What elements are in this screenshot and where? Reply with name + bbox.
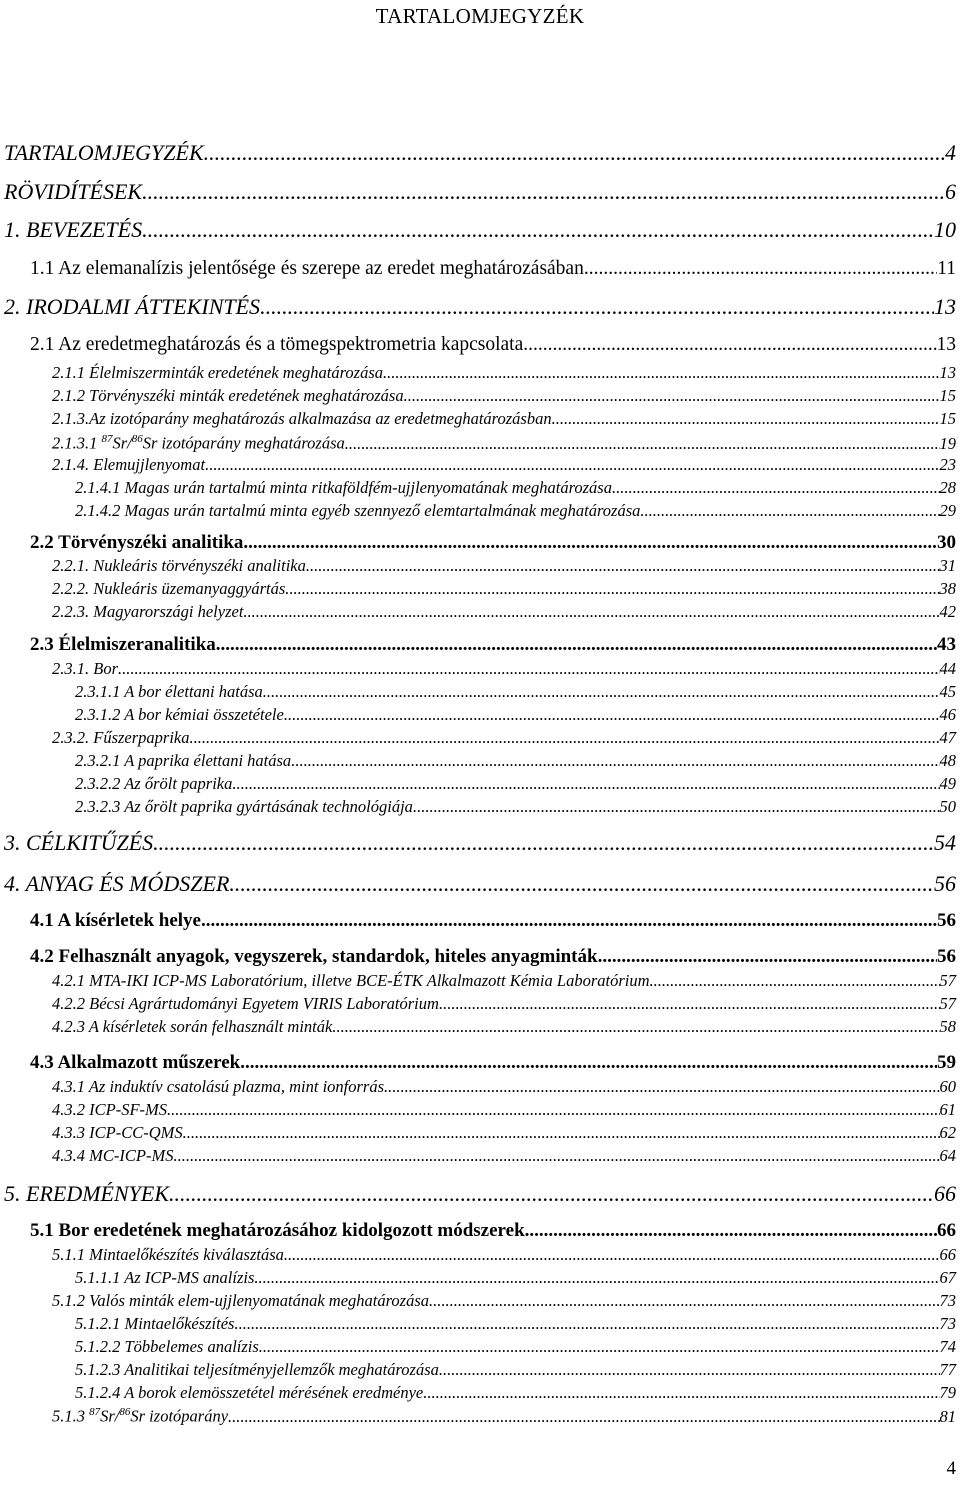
toc-entry-title: 5. EREDMÉNYEK (4, 1181, 169, 1206)
document-heading: TARTALOMJEGYZÉK (375, 4, 585, 28)
toc-entry-page: 60 (939, 1077, 956, 1096)
toc-entry-title-suffix: Sr izotóparány (130, 1406, 229, 1426)
toc-entry-title: 4.2.1 MTA-IKI ICP-MS Laboratórium, illetve BCE-ÉTK Alkalmazott Kémia Laboratórium (52, 971, 650, 990)
toc-leader (332, 1018, 939, 1037)
toc-entry[interactable] (4, 871, 956, 896)
toc-leader (404, 387, 940, 406)
toc-entry-title: 4.2.3 A kísérletek során felhasznált minták (52, 1017, 333, 1036)
toc-entry-title: 4.3.4 MC-ICP-MS (52, 1146, 174, 1165)
toc-entry-title: 2.3.2. Fűszerpaprika (52, 728, 190, 747)
toc-entry[interactable] (52, 1078, 956, 1097)
toc-entry[interactable] (52, 557, 956, 576)
toc-entry-page: 57 (939, 971, 956, 990)
toc-entry-title: 2.3.1.1 A bor élettani hatása (75, 682, 263, 701)
toc-entry-page: 56 (934, 871, 956, 896)
toc-entry-page: 66 (939, 1245, 956, 1264)
toc-entry-page: 67 (939, 1268, 956, 1287)
toc-leader (429, 1292, 939, 1311)
toc-entry[interactable] (52, 1147, 956, 1166)
toc-entry-title: 4.2.2 Bécsi Agrártudományi Egyetem VIRIS Laboratórium (52, 994, 439, 1013)
toc-entry[interactable] (75, 1361, 956, 1380)
toc-leader (439, 1361, 940, 1380)
toc-entry[interactable] (4, 217, 956, 242)
toc-entry-title: 2.3 Élelmiszeranalitika (30, 634, 216, 655)
toc-leader (345, 435, 940, 454)
toc-leader (640, 502, 939, 521)
toc-entry[interactable] (75, 1315, 956, 1334)
toc-entry-page: 66 (934, 1181, 956, 1206)
toc-entry-title: 2.2.3. Magyarországi helyzet (52, 602, 244, 621)
toc-entry[interactable] (52, 387, 956, 406)
toc-entry-title: 5.1.1.1 Az ICP-MS analízis (75, 1268, 255, 1287)
toc-entry-title: 2.2.1. Nukleáris törvényszéki analitika (52, 556, 306, 575)
toc-entry-title-suffix: Sr izotóparány meghatározása (142, 433, 345, 453)
toc-entry-title: 2.1.1 Élelmiszerminták eredetének meghatározása (52, 363, 383, 382)
toc-entry-title: 5.1.2.3 Analitikai teljesítményjellemzők meghatározása (75, 1360, 439, 1379)
toc-leader (232, 775, 939, 794)
toc-leader (598, 946, 937, 968)
toc-entry[interactable] (75, 1269, 956, 1288)
toc-entry[interactable] (52, 729, 956, 748)
toc-entry[interactable] (52, 364, 956, 383)
toc-entry[interactable] (52, 410, 956, 429)
toc-entry-page: 19 (939, 433, 956, 453)
toc-entry[interactable] (75, 798, 956, 817)
toc-entry[interactable] (30, 634, 956, 656)
toc-entry[interactable] (52, 1018, 956, 1037)
toc-entry-page: 28 (939, 478, 956, 497)
toc-entry-page: 15 (939, 386, 956, 405)
toc-entry[interactable] (30, 334, 956, 356)
toc-leader (183, 1124, 940, 1143)
toc-entry-page: 13 (934, 294, 956, 319)
toc-entry-title: 2.2 Törvényszéki analitika (30, 532, 244, 553)
toc-entry-title: 5.1 Bor eredetének meghatározásához kidolgozott módszerek (30, 1220, 525, 1241)
isotope-superscript: 86 (119, 1406, 131, 1418)
toc-entry[interactable] (4, 830, 956, 855)
toc-entry[interactable] (52, 456, 956, 475)
toc-entry[interactable] (75, 752, 956, 771)
toc-entry-title: 2.3.2.3 Az őrölt paprika gyártásának technológiája (75, 797, 413, 816)
toc-entry[interactable] (4, 1181, 956, 1206)
toc-entry[interactable] (30, 1052, 956, 1074)
toc-entry-title: TARTALOMJEGYZÉK (4, 140, 204, 165)
toc-leader (423, 1384, 939, 1403)
toc-entry[interactable] (52, 660, 956, 679)
toc-leader (153, 830, 934, 855)
toc-entry-title: 4.3.3 ICP-CC-QMS (52, 1123, 183, 1142)
page-number: 4 (946, 1458, 956, 1479)
toc-entry-title: 4.3 Alkalmazott műszerek (30, 1052, 241, 1073)
toc-entry-page: 73 (939, 1314, 956, 1333)
toc-entry-title-prefix: 2.1.3.1 (52, 433, 102, 453)
toc-entry-title: 5.1.2 Valós minták elem-ujjlenyomatának meghatározása (52, 1291, 430, 1310)
toc-leader (204, 140, 945, 165)
toc-leader (228, 1408, 939, 1427)
toc-entry-page: 13 (939, 363, 956, 382)
toc-entry[interactable] (75, 1384, 956, 1403)
toc-entry[interactable] (75, 502, 956, 521)
toc-leader (234, 1315, 939, 1334)
toc-entry-page: 56 (937, 946, 956, 967)
toc-entry-page: 29 (939, 501, 956, 520)
toc-entry-page: 79 (939, 1383, 956, 1402)
toc-leader (229, 871, 934, 896)
toc-entry[interactable] (52, 995, 956, 1014)
toc-entry-title: 2.1.4. Elemujjlenyomat (52, 455, 206, 474)
toc-entry-title: 2.3.2.1 A paprika élettani hatása (75, 751, 292, 770)
toc-entry-page: 77 (939, 1360, 956, 1379)
toc-entry[interactable] (52, 1101, 956, 1120)
toc-entry[interactable] (52, 972, 956, 991)
toc-entry-page: 81 (939, 1406, 956, 1426)
toc-leader (525, 1220, 937, 1242)
toc-entry-page: 31 (939, 556, 956, 575)
toc-leader (201, 910, 937, 932)
toc-leader (612, 479, 940, 498)
toc-leader (173, 1147, 939, 1166)
toc-entry-title: 5.1.2.2 Többelemes analízis (75, 1337, 259, 1356)
toc-entry-page: 46 (939, 705, 956, 724)
toc-entry-title: 1. BEVEZETÉS (4, 217, 143, 242)
toc-entry-page: 61 (939, 1100, 956, 1119)
toc-entry-title: 2.1.2 Törvényszéki minták eredetének meghatározása (52, 386, 404, 405)
isotope-superscript: 86 (131, 433, 143, 445)
toc-entry-page: 50 (939, 797, 956, 816)
toc-entry[interactable] (52, 1246, 956, 1265)
toc-entry-title-mid: Sr/ (112, 433, 132, 453)
toc-entry-page: 30 (937, 532, 956, 553)
toc-entry-title: 2.1.3.Az izotóparány meghatározás alkalmazása az eredetmeghatározásban (52, 409, 552, 428)
toc-entry-title: 5.1.2.4 A borok elemösszetétel mérésének eredménye (75, 1383, 424, 1402)
toc-entry[interactable] (30, 1220, 956, 1242)
toc-entry-page: 10 (934, 217, 956, 242)
toc-entry-page: 54 (934, 830, 956, 855)
toc-leader (243, 603, 939, 622)
toc-leader (383, 364, 940, 383)
toc-entry-page: 45 (939, 682, 956, 701)
toc-entry-title: 5.1.1 Mintaelőkészítés kiválasztása (52, 1245, 284, 1264)
toc-entry-page: 13 (936, 334, 956, 355)
isotope-superscript: 87 (101, 433, 113, 445)
toc-leader (291, 752, 939, 771)
toc-leader (523, 334, 936, 356)
toc-leader (254, 1269, 939, 1288)
toc-entry-title: 4.3.1 Az induktív csatolású plazma, mint ionforrás (52, 1077, 384, 1096)
toc-entry-page: 57 (939, 994, 956, 1013)
toc-leader (142, 179, 945, 204)
toc-entry-title: 2.2.2. Nukleáris üzemanyaggyártás (52, 579, 286, 598)
toc-entry-title: 2. IRODALMI ÁTTEKINTÉS (4, 294, 261, 319)
toc-leader (439, 995, 940, 1014)
toc-entry-title: 2.1.4.1 Magas urán tartalmú minta ritkaföldfém-ujjlenyomatának meghatározása (75, 478, 612, 497)
toc-entry[interactable] (52, 1124, 956, 1143)
toc-entry[interactable] (4, 140, 956, 165)
toc-leader (205, 456, 939, 475)
toc-entry-page: 73 (939, 1291, 956, 1310)
toc-entry-title (52, 1406, 228, 1426)
toc-entry-page: 15 (939, 409, 956, 428)
toc-entry[interactable] (30, 532, 956, 554)
toc-entry-page: 38 (939, 579, 956, 598)
toc-entry-page: 49 (939, 774, 956, 793)
toc-leader (260, 294, 934, 319)
toc-entry-title: 4. ANYAG ÉS MÓDSZER (4, 871, 230, 896)
toc-entry-page: 64 (939, 1146, 956, 1165)
toc-entry-title: 2.3.1.2 A bor kémiai összetétele (75, 705, 284, 724)
toc-entry-page: 6 (945, 179, 956, 204)
toc-leader (169, 1181, 934, 1206)
toc-entry[interactable] (4, 294, 956, 319)
toc-entry-page: 58 (939, 1017, 956, 1036)
toc-entry-title: RÖVIDÍTÉSEK (4, 179, 143, 204)
toc-leader (240, 1052, 937, 1074)
toc-leader (584, 258, 937, 280)
toc-entry-title-mid: Sr/ (100, 1406, 120, 1426)
toc-entry-title: 5.1.2.1 Mintaelőkészítés (75, 1314, 235, 1333)
toc-leader (259, 1338, 940, 1357)
toc-entry[interactable] (52, 433, 956, 453)
toc-entry-page: 48 (939, 751, 956, 770)
toc-entry-title: 1.1 Az elemanalízis jelentősége és szerepe az eredet meghatározásában (30, 258, 584, 279)
toc-entry[interactable] (4, 179, 956, 204)
toc-leader (306, 557, 940, 576)
toc-entry-page: 74 (939, 1337, 956, 1356)
toc-entry[interactable] (52, 1292, 956, 1311)
toc-entry-page: 56 (937, 910, 956, 931)
toc-entry[interactable] (52, 580, 956, 599)
toc-entry-page: 42 (939, 602, 956, 621)
toc-entry-page: 62 (939, 1123, 956, 1142)
toc-entry-title: 2.1 Az eredetmeghatározás és a tömegspektrometria kapcsolata (30, 334, 524, 355)
toc-entry[interactable] (30, 910, 956, 932)
toc-entry-title: 2.1.4.2 Magas urán tartalmú minta egyéb szennyező elemtartalmának meghatározása (75, 501, 641, 520)
toc-leader (142, 217, 934, 242)
toc-entry[interactable] (75, 1338, 956, 1357)
toc-entry[interactable] (52, 1406, 956, 1426)
toc-entry-page: 47 (939, 728, 956, 747)
toc-leader (284, 706, 940, 725)
toc-entry[interactable] (75, 683, 956, 702)
toc-leader (284, 1246, 940, 1265)
toc-entry-page: 66 (937, 1220, 956, 1241)
toc-entry-page: 23 (939, 455, 956, 474)
toc-entry-title: 3. CÉLKITŰZÉS (4, 830, 154, 855)
isotope-superscript: 87 (89, 1406, 101, 1418)
toc-leader (216, 634, 937, 656)
toc-entry-title: 4.2 Felhasznált anyagok, vegyszerek, standardok, hiteles anyagminták (30, 946, 598, 967)
toc-leader (413, 798, 940, 817)
toc-entry-page: 44 (939, 659, 956, 678)
toc-entry-page: 11 (937, 258, 956, 279)
toc-entry-title: 4.3.2 ICP-SF-MS (52, 1100, 168, 1119)
toc-entry[interactable] (75, 775, 956, 794)
toc-entry-page: 43 (937, 634, 956, 655)
toc-entry[interactable] (75, 706, 956, 725)
toc-entry-title-prefix: 5.1.3 (52, 1406, 90, 1426)
toc-leader (285, 580, 939, 599)
toc-entry[interactable] (30, 258, 956, 280)
toc-entry[interactable] (75, 479, 956, 498)
toc-leader (118, 660, 940, 679)
toc-entry[interactable] (52, 603, 956, 622)
toc-leader (190, 729, 940, 748)
toc-leader (243, 532, 937, 554)
toc-leader (650, 972, 940, 991)
toc-leader (384, 1078, 940, 1097)
toc-leader (167, 1101, 939, 1120)
toc-entry-title (52, 433, 345, 453)
toc-leader (552, 410, 940, 429)
toc-entry-title: 4.1 A kísérletek helye (30, 910, 201, 931)
toc-entry-title: 2.3.1. Bor (52, 659, 118, 678)
toc-entry[interactable] (30, 946, 956, 968)
toc-leader (263, 683, 940, 702)
toc-entry-title: 2.3.2.2 Az őrölt paprika (75, 774, 233, 793)
toc-entry-page: 4 (945, 140, 956, 165)
toc-entry-page: 59 (937, 1052, 956, 1073)
